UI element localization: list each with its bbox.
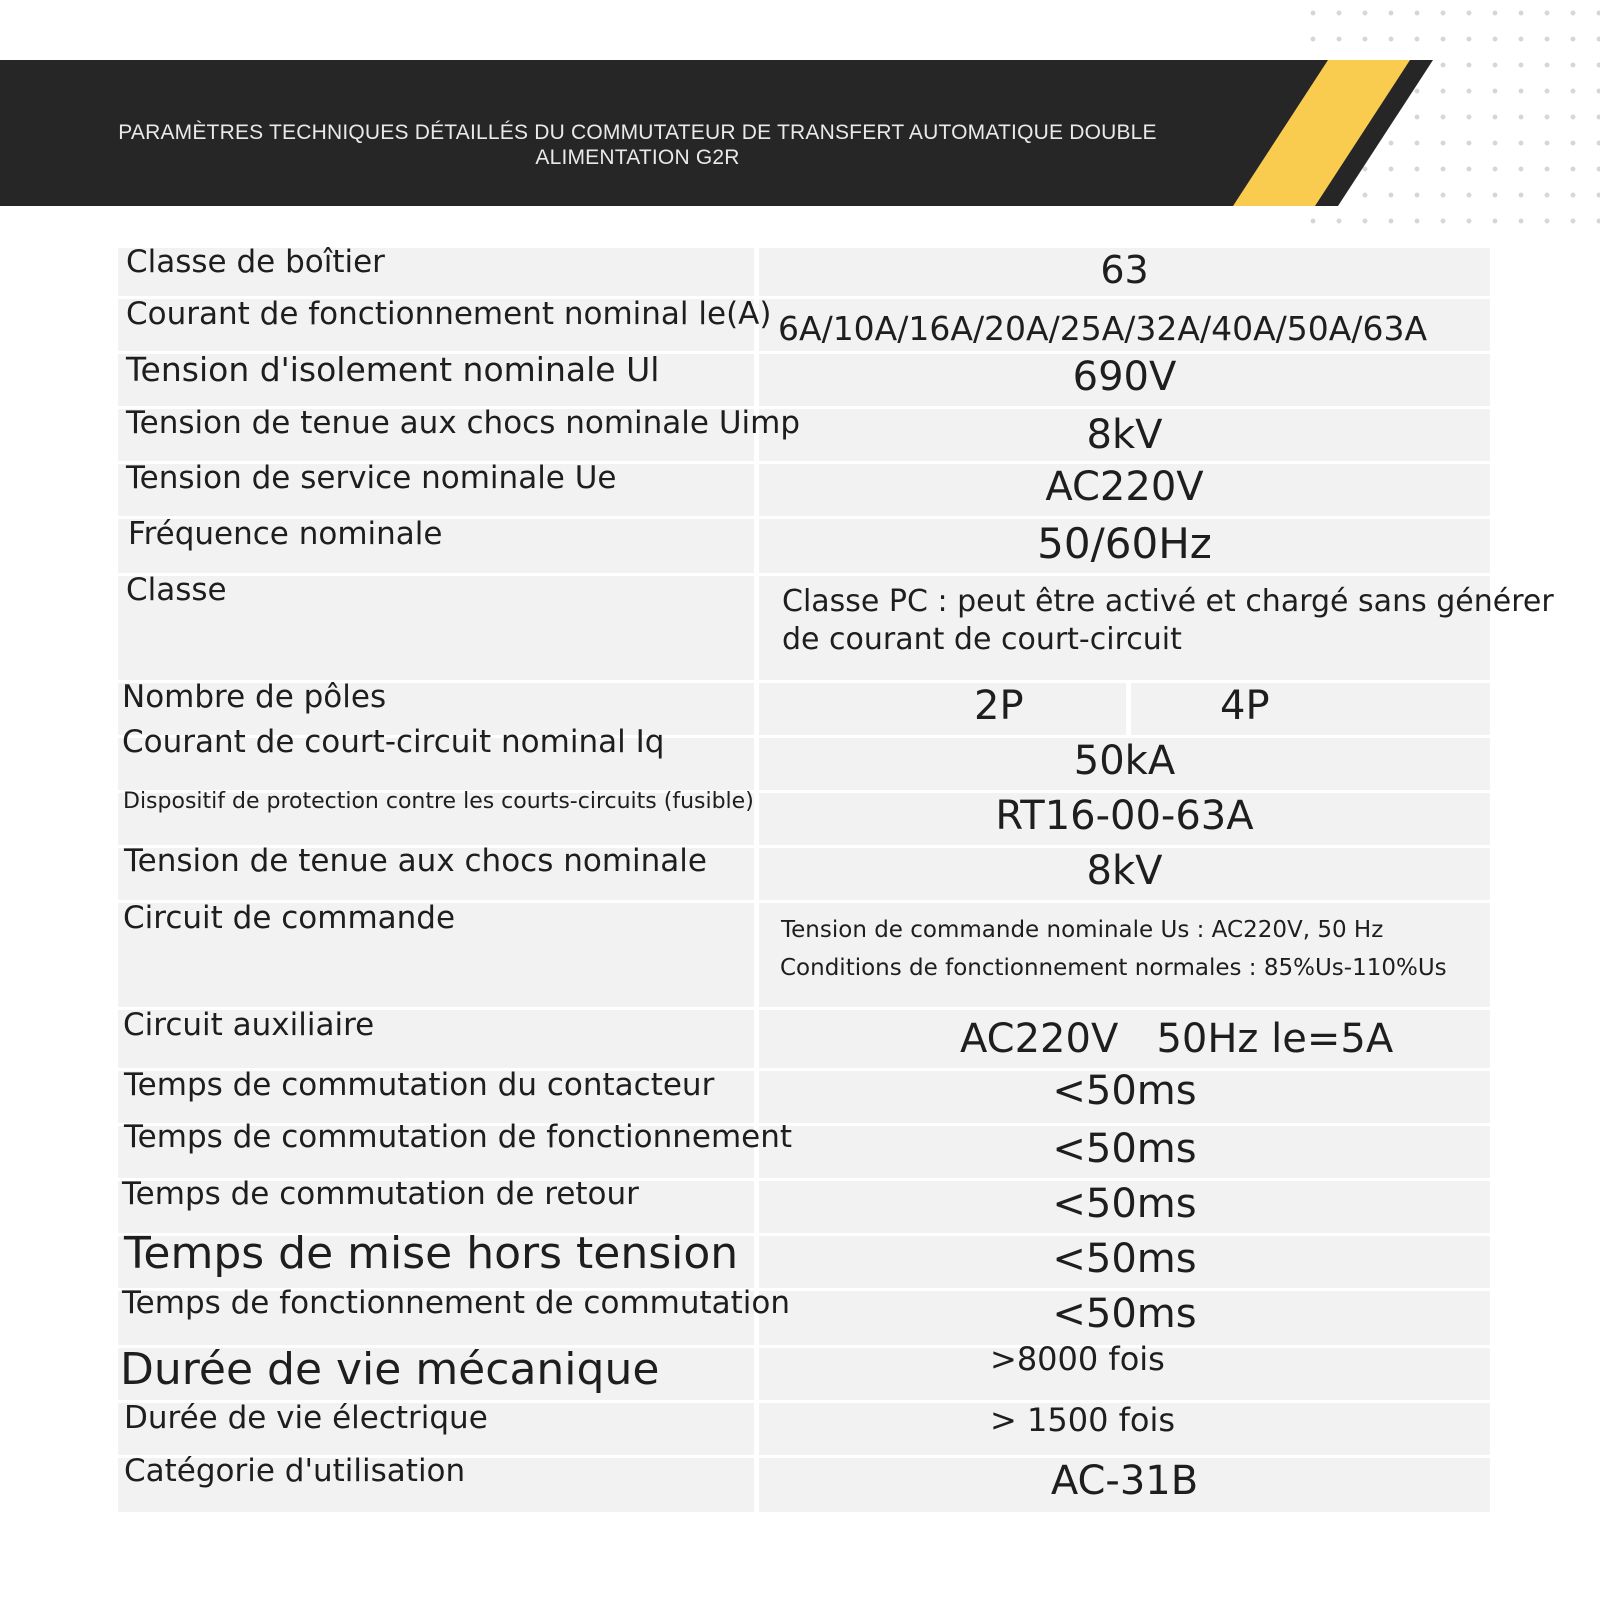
spec-row-impulse-voltage	[118, 843, 1490, 903]
spec-label: Tension de tenue aux chocs nominale Uimp	[126, 405, 801, 441]
spec-value-2p: 2P	[974, 683, 1024, 729]
spec-label: Courant de court-circuit nominal Iq	[122, 724, 665, 760]
spec-value: 690V	[1072, 354, 1177, 400]
spec-row-auxiliary-circuit	[118, 1007, 1490, 1071]
spec-label: Temps de commutation du contacteur	[124, 1067, 715, 1103]
spec-row-housing-class	[118, 244, 1490, 299]
spec-value: 8kV	[1086, 412, 1163, 458]
spec-label: Durée de vie électrique	[124, 1400, 488, 1436]
spec-value: AC-31B	[1050, 1458, 1199, 1504]
spec-value-line-1: Classe PC : peut être activé et chargé sans générer	[782, 584, 1554, 619]
spec-row-power-off-time	[118, 1228, 1490, 1291]
spec-value-line-2: de courant de court-circuit	[782, 622, 1182, 657]
spec-value: 8kV	[1086, 848, 1163, 894]
spec-row-service-voltage	[118, 460, 1490, 519]
spec-value: AC220V	[1045, 464, 1204, 510]
spec-label: Circuit de commande	[123, 900, 456, 936]
spec-row-electrical-life	[118, 1400, 1490, 1458]
spec-value: <50ms	[1052, 1181, 1197, 1227]
spec-label: Temps de commutation de retour	[122, 1176, 639, 1212]
spec-label: Classe de boîtier	[126, 244, 385, 280]
spec-value: <50ms	[1052, 1236, 1197, 1282]
spec-value: AC220V 50Hz le=5A	[960, 1016, 1394, 1062]
spec-label: Fréquence nominale	[128, 516, 443, 552]
spec-value-4p: 4P	[1220, 683, 1270, 729]
spec-row-mechanical-life	[118, 1340, 1490, 1403]
spec-label: Nombre de pôles	[122, 679, 387, 715]
spec-row-operating-switching-time	[118, 1119, 1490, 1181]
spec-value: <50ms	[1052, 1126, 1197, 1172]
spec-label: Courant de fonctionnement nominal le(A)	[126, 296, 772, 332]
spec-value: >8000 fois	[990, 1340, 1165, 1378]
spec-row-short-circuit-protection	[118, 789, 1490, 848]
spec-label: Tension de service nominale Ue	[126, 460, 617, 496]
spec-value: 63	[1100, 248, 1149, 292]
spec-row-insulation-voltage	[118, 350, 1490, 409]
spec-row-utilization-category	[118, 1453, 1490, 1515]
spec-label: Temps de commutation de fonctionnement	[124, 1119, 793, 1155]
spec-row-class	[118, 572, 1554, 683]
spec-label: Tension d'isolement nominale Ul	[126, 350, 660, 389]
spec-row-control-circuit	[118, 900, 1490, 1010]
spec-label: Dispositif de protection contre les courts-circuits (fusible)	[123, 789, 754, 814]
spec-value: 6A/10A/16A/20A/25A/32A/40A/50A/63A	[778, 309, 1428, 348]
header-banner	[0, 60, 1440, 206]
spec-label: Catégorie d'utilisation	[124, 1453, 466, 1489]
spec-value: 50kA	[1073, 738, 1176, 784]
spec-row-rated-current	[118, 296, 1490, 354]
spec-label: Circuit auxiliaire	[123, 1007, 375, 1043]
spec-value-line-2: Conditions de fonctionnement normales : 85%Us-110%Us	[780, 955, 1447, 981]
spec-row-rated-frequency	[118, 516, 1490, 576]
page-title: PARAMÈTRES TECHNIQUES DÉTAILLÉS DU COMMUTATEUR DE TRANSFERT AUTOMATIQUE DOUBLE ALIMENTATION G2R	[118, 121, 1157, 169]
spec-label: Classe	[126, 572, 227, 608]
spec-label: Temps de mise hors tension	[124, 1228, 739, 1279]
spec-label: Temps de fonctionnement de commutation	[122, 1285, 791, 1321]
spec-value: > 1500 fois	[990, 1401, 1175, 1439]
spec-row-short-circuit-current	[118, 724, 1490, 793]
spec-value: <50ms	[1052, 1068, 1197, 1114]
spec-row-impulse-voltage-uimp	[118, 405, 1490, 464]
spec-value: <50ms	[1052, 1291, 1197, 1337]
spec-value-line-1: Tension de commande nominale Us : AC220V, 50 Hz	[781, 917, 1384, 943]
spec-value: 50/60Hz	[1037, 519, 1212, 568]
spec-value: RT16-00-63A	[995, 793, 1254, 839]
spec-label: Durée de vie mécanique	[120, 1344, 660, 1395]
spec-row-contactor-switching-time	[118, 1067, 1490, 1126]
spec-label: Tension de tenue aux chocs nominale	[124, 843, 707, 879]
